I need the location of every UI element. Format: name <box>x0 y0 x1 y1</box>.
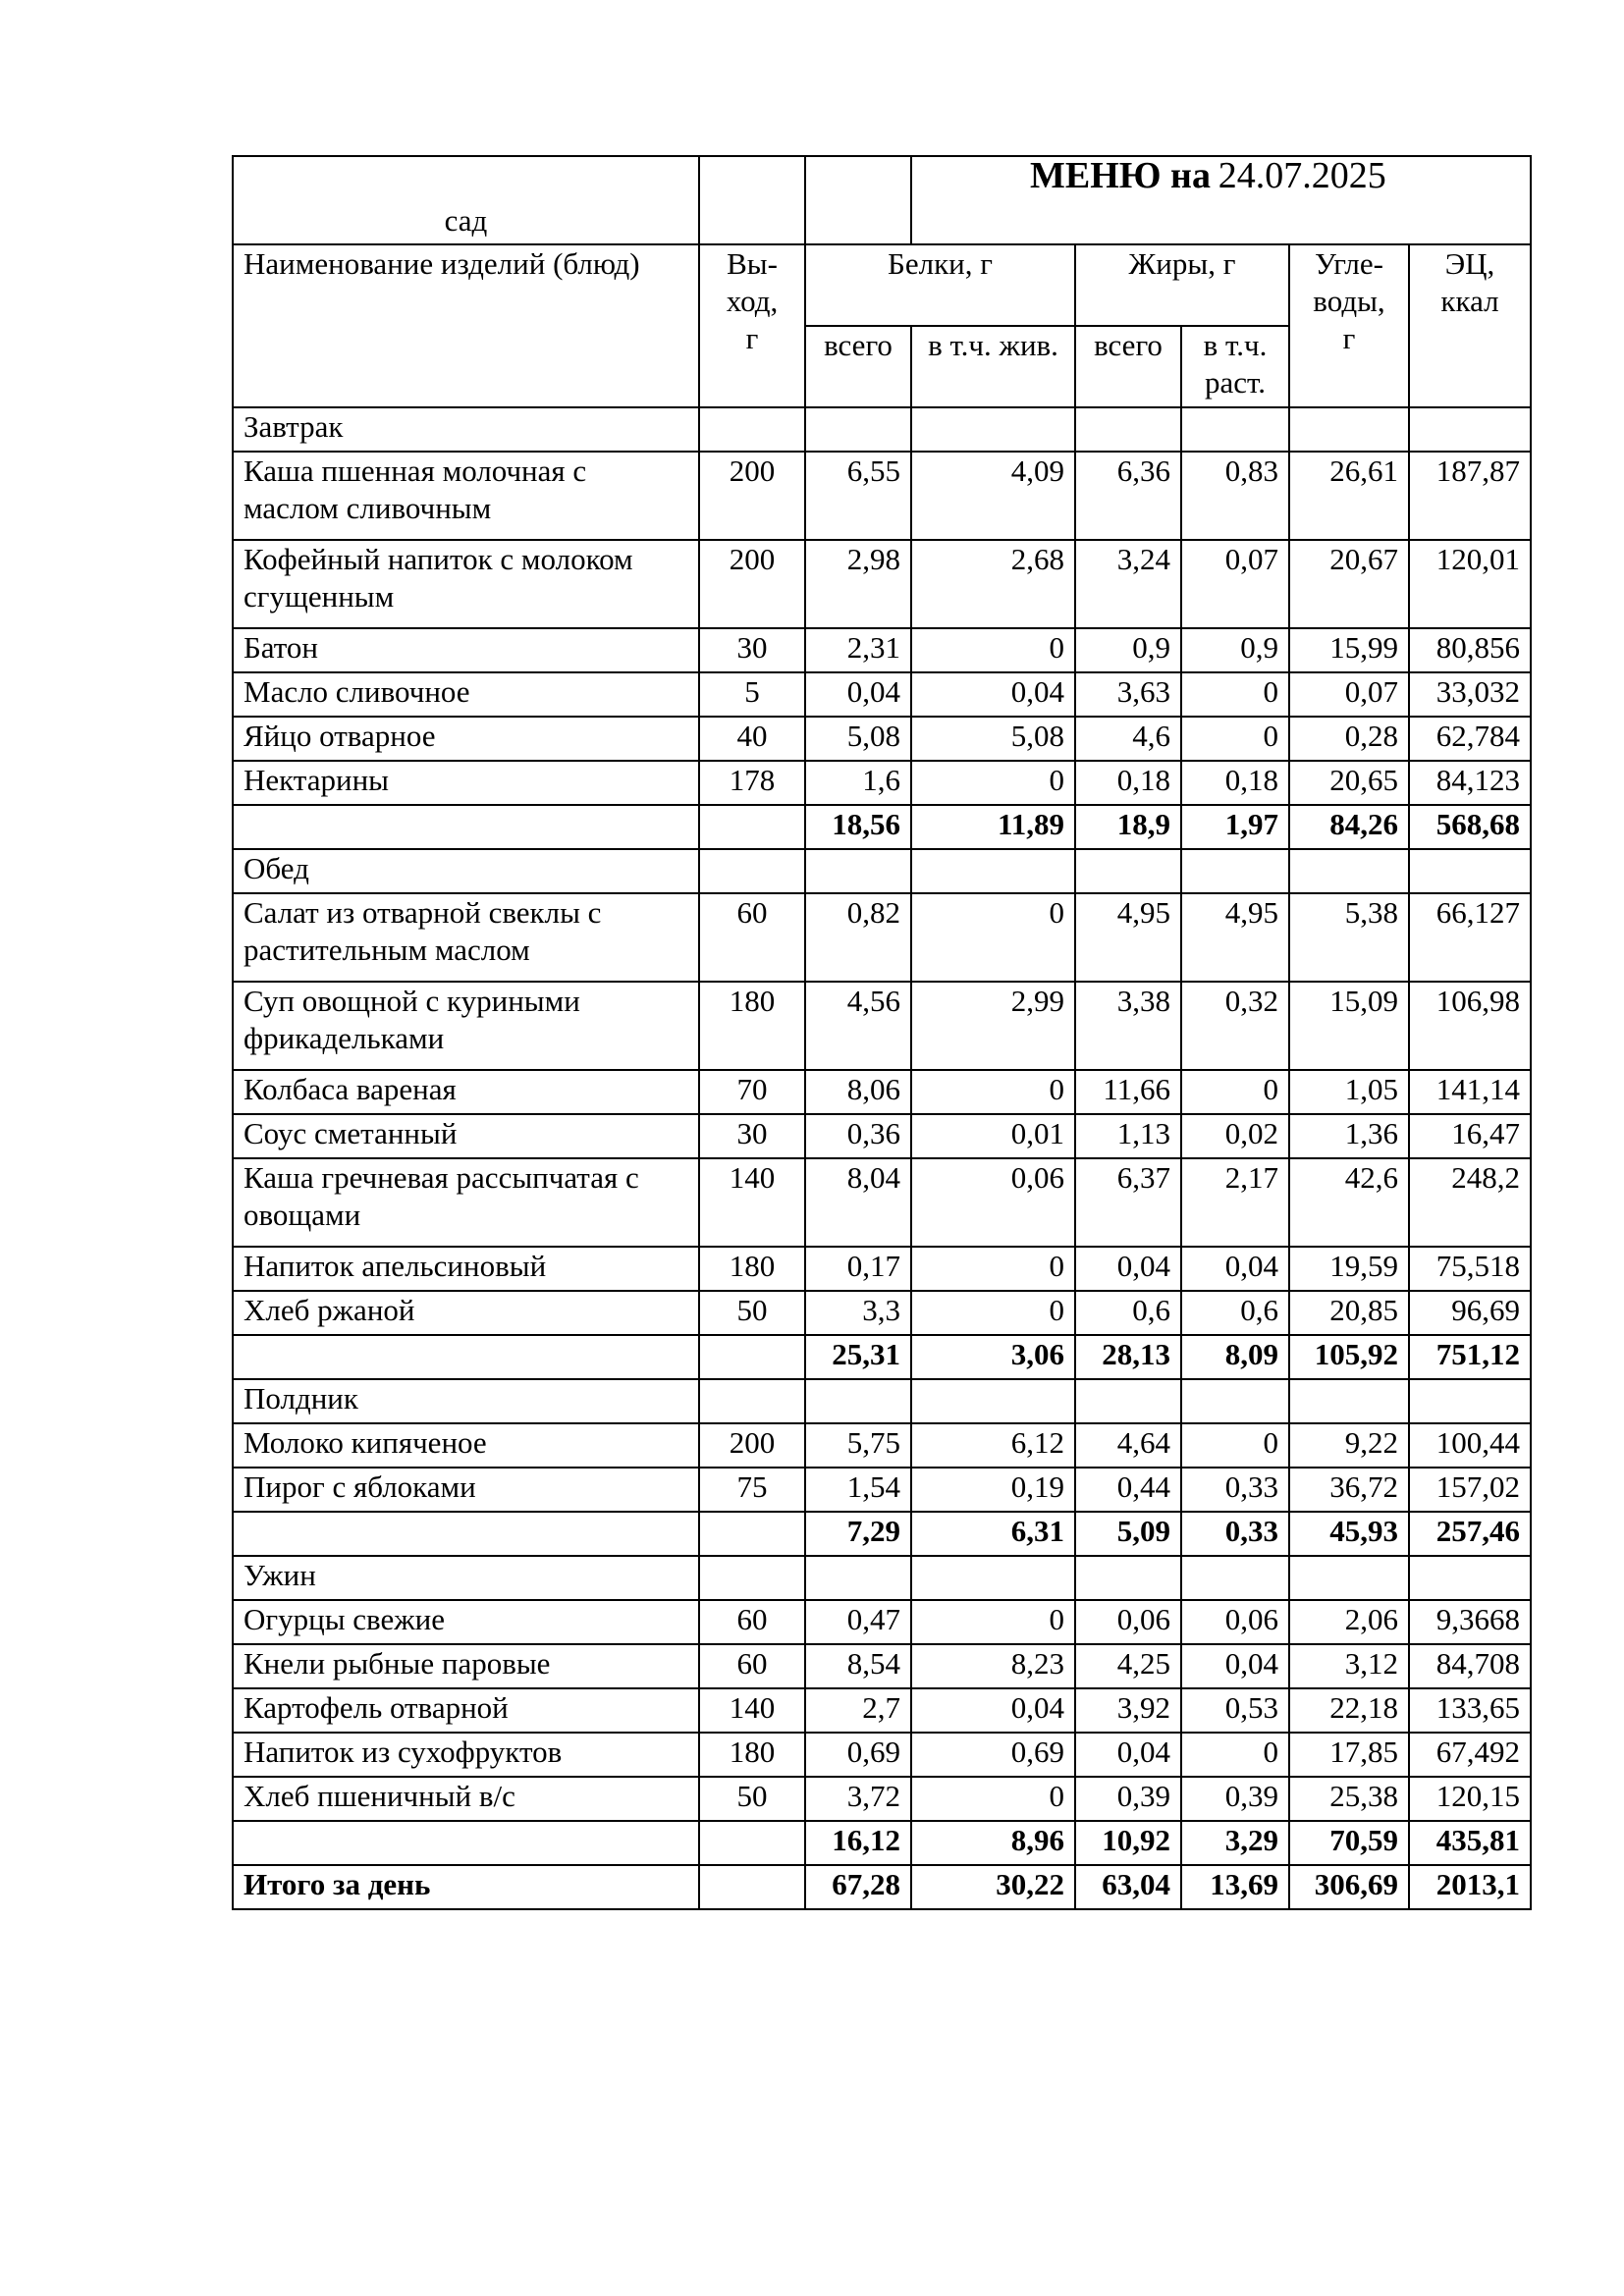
dish-name: Суп овощной с куриными фрикадельками <box>233 982 699 1070</box>
dish-fp: 0,32 <box>1181 982 1289 1070</box>
dish-yield: 180 <box>699 1733 805 1777</box>
dish-e: 84,708 <box>1409 1644 1531 1688</box>
dish-pa: 8,23 <box>911 1644 1075 1688</box>
dish-yield: 178 <box>699 761 805 805</box>
table-row <box>233 1600 1531 1644</box>
empty-cell <box>1409 849 1531 893</box>
dish-f: 0,06 <box>1075 1600 1181 1644</box>
dish-fp: 0,33 <box>1181 1468 1289 1512</box>
dish-p: 8,06 <box>805 1070 911 1114</box>
dish-fp: 0,83 <box>1181 452 1289 540</box>
section-total-fp: 8,09 <box>1181 1335 1289 1379</box>
column-header-energy: ЭЦ, ккал <box>1409 244 1531 407</box>
dish-p: 1,6 <box>805 761 911 805</box>
section-total-fp: 0,33 <box>1181 1512 1289 1556</box>
table-row <box>233 893 1531 982</box>
dish-c: 42,6 <box>1289 1158 1409 1247</box>
section-total-fp: 3,29 <box>1181 1821 1289 1865</box>
dish-f: 4,64 <box>1075 1423 1181 1468</box>
dish-e: 248,2 <box>1409 1158 1531 1247</box>
dish-fp: 0,39 <box>1181 1777 1289 1821</box>
dish-name: Огурцы свежие <box>233 1600 699 1644</box>
dish-p: 3,3 <box>805 1291 911 1335</box>
dish-f: 3,38 <box>1075 982 1181 1070</box>
dish-p: 0,82 <box>805 893 911 982</box>
dish-fp: 0,07 <box>1181 540 1289 628</box>
dish-pa: 0,69 <box>911 1733 1075 1777</box>
dish-yield: 75 <box>699 1468 805 1512</box>
dish-yield: 40 <box>699 717 805 761</box>
empty-cell <box>1181 407 1289 452</box>
dish-pa: 0 <box>911 1600 1075 1644</box>
dish-c: 25,38 <box>1289 1777 1409 1821</box>
dish-c: 15,99 <box>1289 628 1409 672</box>
dish-name: Кофейный напиток с молоком сгущенным <box>233 540 699 628</box>
dish-fp: 4,95 <box>1181 893 1289 982</box>
dish-pa: 0,19 <box>911 1468 1075 1512</box>
column-header-proteins: Белки, г <box>805 244 1075 326</box>
empty-cell <box>805 407 911 452</box>
dish-pa: 0,04 <box>911 672 1075 717</box>
table-row <box>233 761 1531 805</box>
dish-name: Нектарины <box>233 761 699 805</box>
dish-p: 5,75 <box>805 1423 911 1468</box>
dish-name: Каша пшенная молочная с маслом сливочным <box>233 452 699 540</box>
dish-f: 0,6 <box>1075 1291 1181 1335</box>
column-header-carbs: Угле-воды, г <box>1289 244 1409 407</box>
dish-fp: 2,17 <box>1181 1158 1289 1247</box>
dish-f: 0,18 <box>1075 761 1181 805</box>
dish-c: 20,65 <box>1289 761 1409 805</box>
empty-cell <box>699 1865 805 1909</box>
dish-yield: 200 <box>699 452 805 540</box>
dish-name: Картофель отварной <box>233 1688 699 1733</box>
column-header-name: Наименование изделий (блюд) <box>233 244 699 407</box>
menu-table <box>232 155 1532 1910</box>
dish-pa: 0 <box>911 1247 1075 1291</box>
dish-pa: 0 <box>911 893 1075 982</box>
section-total-c: 45,93 <box>1289 1512 1409 1556</box>
empty-cell <box>233 1821 699 1865</box>
dish-pa: 0 <box>911 1777 1075 1821</box>
dish-fp: 0,6 <box>1181 1291 1289 1335</box>
empty-cell <box>911 1379 1075 1423</box>
empty-cell <box>699 1821 805 1865</box>
section-title: Завтрак <box>233 407 699 452</box>
dish-fp: 0 <box>1181 1733 1289 1777</box>
dish-name: Масло сливочное <box>233 672 699 717</box>
empty-cell <box>1409 1379 1531 1423</box>
table-row <box>233 1644 1531 1688</box>
dish-yield: 5 <box>699 672 805 717</box>
dish-c: 15,09 <box>1289 982 1409 1070</box>
dish-p: 2,31 <box>805 628 911 672</box>
column-header-proteins-total: всего <box>805 326 911 407</box>
dish-c: 0,07 <box>1289 672 1409 717</box>
empty-cell <box>233 1335 699 1379</box>
grand-total-e: 2013,1 <box>1409 1865 1531 1909</box>
dish-f: 3,24 <box>1075 540 1181 628</box>
dish-name: Напиток апельсиновый <box>233 1247 699 1291</box>
section-header-row <box>233 1379 1531 1423</box>
dish-f: 0,04 <box>1075 1247 1181 1291</box>
dish-f: 3,92 <box>1075 1688 1181 1733</box>
section-total-row <box>233 1335 1531 1379</box>
dish-name: Кнели рыбные паровые <box>233 1644 699 1688</box>
table-row <box>233 1688 1531 1733</box>
menu-title <box>911 156 1531 244</box>
dish-yield: 30 <box>699 1114 805 1158</box>
empty-cell <box>699 1379 805 1423</box>
section-total-p: 25,31 <box>805 1335 911 1379</box>
dish-f: 0,39 <box>1075 1777 1181 1821</box>
header-empty-cell <box>805 156 911 244</box>
dish-c: 5,38 <box>1289 893 1409 982</box>
grand-total-fp: 13,69 <box>1181 1865 1289 1909</box>
dish-fp: 0 <box>1181 1070 1289 1114</box>
dish-fp: 0,02 <box>1181 1114 1289 1158</box>
dish-name: Хлеб ржаной <box>233 1291 699 1335</box>
dish-yield: 60 <box>699 1600 805 1644</box>
table-row <box>233 628 1531 672</box>
section-total-p: 16,12 <box>805 1821 911 1865</box>
table-row <box>233 717 1531 761</box>
dish-name: Яйцо отварное <box>233 717 699 761</box>
dish-f: 4,25 <box>1075 1644 1181 1688</box>
dish-f: 1,13 <box>1075 1114 1181 1158</box>
dish-c: 1,36 <box>1289 1114 1409 1158</box>
empty-cell <box>911 407 1075 452</box>
dish-e: 33,032 <box>1409 672 1531 717</box>
table-row <box>233 1733 1531 1777</box>
empty-cell <box>805 849 911 893</box>
dish-f: 4,6 <box>1075 717 1181 761</box>
section-total-f: 18,9 <box>1075 805 1181 849</box>
dish-p: 8,54 <box>805 1644 911 1688</box>
dish-yield: 180 <box>699 982 805 1070</box>
section-total-c: 84,26 <box>1289 805 1409 849</box>
dish-p: 8,04 <box>805 1158 911 1247</box>
empty-cell <box>1289 407 1409 452</box>
table-row <box>233 1291 1531 1335</box>
dish-p: 0,47 <box>805 1600 911 1644</box>
dish-fp: 0 <box>1181 717 1289 761</box>
grand-total-p: 67,28 <box>805 1865 911 1909</box>
empty-cell <box>1181 1379 1289 1423</box>
table-row <box>233 672 1531 717</box>
dish-name: Молоко кипяченое <box>233 1423 699 1468</box>
dish-yield: 200 <box>699 540 805 628</box>
dish-name: Пирог с яблоками <box>233 1468 699 1512</box>
dish-e: 84,123 <box>1409 761 1531 805</box>
empty-cell <box>699 1512 805 1556</box>
dish-e: 157,02 <box>1409 1468 1531 1512</box>
column-header-fats: Жиры, г <box>1075 244 1289 326</box>
table-row <box>233 1423 1531 1468</box>
dish-e: 62,784 <box>1409 717 1531 761</box>
empty-cell <box>233 805 699 849</box>
section-total-e: 568,68 <box>1409 805 1531 849</box>
dish-pa: 0 <box>911 628 1075 672</box>
dish-yield: 200 <box>699 1423 805 1468</box>
section-title: Обед <box>233 849 699 893</box>
section-total-row <box>233 1821 1531 1865</box>
empty-cell <box>699 1556 805 1600</box>
dish-e: 96,69 <box>1409 1291 1531 1335</box>
dish-f: 4,95 <box>1075 893 1181 982</box>
dish-fp: 0,04 <box>1181 1247 1289 1291</box>
dish-e: 75,518 <box>1409 1247 1531 1291</box>
dish-name: Салат из отварной свеклы с растительным маслом <box>233 893 699 982</box>
table-row <box>233 1158 1531 1247</box>
dish-e: 187,87 <box>1409 452 1531 540</box>
section-total-pa: 8,96 <box>911 1821 1075 1865</box>
dish-fp: 0,53 <box>1181 1688 1289 1733</box>
empty-cell <box>1289 1556 1409 1600</box>
empty-cell <box>1075 849 1181 893</box>
dish-name: Хлеб пшеничный в/с <box>233 1777 699 1821</box>
column-header-fats-total: всего <box>1075 326 1181 407</box>
section-total-fp: 1,97 <box>1181 805 1289 849</box>
menu-title-date: 24.07.2025 <box>1218 156 1386 196</box>
dish-p: 0,36 <box>805 1114 911 1158</box>
dish-c: 1,05 <box>1289 1070 1409 1114</box>
section-total-f: 5,09 <box>1075 1512 1181 1556</box>
section-header-row <box>233 849 1531 893</box>
dish-pa: 5,08 <box>911 717 1075 761</box>
section-total-c: 70,59 <box>1289 1821 1409 1865</box>
dish-p: 0,69 <box>805 1733 911 1777</box>
dish-name: Каша гречневая рассыпчатая с овощами <box>233 1158 699 1247</box>
dish-name: Батон <box>233 628 699 672</box>
dish-p: 6,55 <box>805 452 911 540</box>
empty-cell <box>1075 1379 1181 1423</box>
section-header-row <box>233 407 1531 452</box>
empty-cell <box>1181 1556 1289 1600</box>
dish-pa: 0 <box>911 1070 1075 1114</box>
section-total-e: 751,12 <box>1409 1335 1531 1379</box>
menu-title-label: МЕНЮ на <box>1030 156 1211 196</box>
empty-cell <box>911 1556 1075 1600</box>
dish-yield: 140 <box>699 1158 805 1247</box>
section-total-row <box>233 805 1531 849</box>
column-header-fats-plant: в т.ч. раст. <box>1181 326 1289 407</box>
dish-name: Напиток из сухофруктов <box>233 1733 699 1777</box>
section-total-c: 105,92 <box>1289 1335 1409 1379</box>
table-row <box>233 1114 1531 1158</box>
dish-f: 0,9 <box>1075 628 1181 672</box>
dish-c: 20,67 <box>1289 540 1409 628</box>
dish-c: 3,12 <box>1289 1644 1409 1688</box>
grand-total-c: 306,69 <box>1289 1865 1409 1909</box>
table-row <box>233 452 1531 540</box>
dish-c: 36,72 <box>1289 1468 1409 1512</box>
empty-cell <box>1075 1556 1181 1600</box>
header-empty-cell <box>699 156 805 244</box>
dish-fp: 0,9 <box>1181 628 1289 672</box>
section-total-row <box>233 1512 1531 1556</box>
dish-name: Соус сметанный <box>233 1114 699 1158</box>
header-left-label: сад <box>233 156 699 244</box>
dish-pa: 2,99 <box>911 982 1075 1070</box>
dish-c: 17,85 <box>1289 1733 1409 1777</box>
table-row <box>233 1777 1531 1821</box>
dish-p: 2,7 <box>805 1688 911 1733</box>
dish-pa: 2,68 <box>911 540 1075 628</box>
table-row <box>233 982 1531 1070</box>
dish-yield: 30 <box>699 628 805 672</box>
section-title: Полдник <box>233 1379 699 1423</box>
empty-cell <box>1181 849 1289 893</box>
table-row <box>233 1070 1531 1114</box>
section-total-pa: 11,89 <box>911 805 1075 849</box>
dish-e: 9,3668 <box>1409 1600 1531 1644</box>
dish-e: 100,44 <box>1409 1423 1531 1468</box>
dish-e: 120,01 <box>1409 540 1531 628</box>
dish-c: 22,18 <box>1289 1688 1409 1733</box>
grand-total-pa: 30,22 <box>911 1865 1075 1909</box>
section-total-pa: 6,31 <box>911 1512 1075 1556</box>
dish-fp: 0 <box>1181 672 1289 717</box>
empty-cell <box>1289 1379 1409 1423</box>
empty-cell <box>805 1379 911 1423</box>
dish-e: 66,127 <box>1409 893 1531 982</box>
dish-fp: 0,06 <box>1181 1600 1289 1644</box>
grand-total-f: 63,04 <box>1075 1865 1181 1909</box>
empty-cell <box>699 849 805 893</box>
dish-yield: 60 <box>699 893 805 982</box>
section-total-p: 18,56 <box>805 805 911 849</box>
empty-cell <box>1409 407 1531 452</box>
empty-cell <box>1075 407 1181 452</box>
section-total-p: 7,29 <box>805 1512 911 1556</box>
dish-pa: 6,12 <box>911 1423 1075 1468</box>
empty-cell <box>699 805 805 849</box>
dish-e: 141,14 <box>1409 1070 1531 1114</box>
dish-c: 9,22 <box>1289 1423 1409 1468</box>
dish-yield: 140 <box>699 1688 805 1733</box>
empty-cell <box>911 849 1075 893</box>
dish-pa: 4,09 <box>911 452 1075 540</box>
dish-e: 16,47 <box>1409 1114 1531 1158</box>
dish-fp: 0,18 <box>1181 761 1289 805</box>
grand-total-label: Итого за день <box>233 1865 699 1909</box>
dish-yield: 70 <box>699 1070 805 1114</box>
dish-c: 2,06 <box>1289 1600 1409 1644</box>
dish-e: 133,65 <box>1409 1688 1531 1733</box>
grand-total-row <box>233 1865 1531 1909</box>
dish-p: 2,98 <box>805 540 911 628</box>
dish-f: 0,04 <box>1075 1733 1181 1777</box>
dish-f: 11,66 <box>1075 1070 1181 1114</box>
dish-fp: 0,04 <box>1181 1644 1289 1688</box>
empty-cell <box>699 1335 805 1379</box>
empty-cell <box>699 407 805 452</box>
section-total-pa: 3,06 <box>911 1335 1075 1379</box>
dish-f: 3,63 <box>1075 672 1181 717</box>
dish-p: 1,54 <box>805 1468 911 1512</box>
column-header-proteins-animal: в т.ч. жив. <box>911 326 1075 407</box>
dish-c: 26,61 <box>1289 452 1409 540</box>
dish-yield: 50 <box>699 1291 805 1335</box>
section-total-e: 435,81 <box>1409 1821 1531 1865</box>
section-total-e: 257,46 <box>1409 1512 1531 1556</box>
dish-e: 80,856 <box>1409 628 1531 672</box>
section-title: Ужин <box>233 1556 699 1600</box>
dish-p: 0,04 <box>805 672 911 717</box>
dish-p: 0,17 <box>805 1247 911 1291</box>
dish-f: 0,44 <box>1075 1468 1181 1512</box>
dish-e: 120,15 <box>1409 1777 1531 1821</box>
dish-pa: 0,06 <box>911 1158 1075 1247</box>
dish-c: 0,28 <box>1289 717 1409 761</box>
dish-p: 5,08 <box>805 717 911 761</box>
dish-pa: 0,04 <box>911 1688 1075 1733</box>
dish-yield: 60 <box>699 1644 805 1688</box>
section-total-f: 10,92 <box>1075 1821 1181 1865</box>
empty-cell <box>805 1556 911 1600</box>
table-row <box>233 1247 1531 1291</box>
dish-pa: 0 <box>911 761 1075 805</box>
column-header-yield: Вы-ход, г <box>699 244 805 407</box>
empty-cell <box>1289 849 1409 893</box>
dish-p: 4,56 <box>805 982 911 1070</box>
empty-cell <box>233 1512 699 1556</box>
dish-f: 6,36 <box>1075 452 1181 540</box>
section-header-row <box>233 1556 1531 1600</box>
dish-c: 19,59 <box>1289 1247 1409 1291</box>
table-row <box>233 540 1531 628</box>
empty-cell <box>1409 1556 1531 1600</box>
dish-e: 67,492 <box>1409 1733 1531 1777</box>
dish-f: 6,37 <box>1075 1158 1181 1247</box>
dish-e: 106,98 <box>1409 982 1531 1070</box>
dish-name: Колбаса вареная <box>233 1070 699 1114</box>
dish-pa: 0,01 <box>911 1114 1075 1158</box>
dish-yield: 50 <box>699 1777 805 1821</box>
dish-c: 20,85 <box>1289 1291 1409 1335</box>
dish-fp: 0 <box>1181 1423 1289 1468</box>
table-row <box>233 1468 1531 1512</box>
section-total-f: 28,13 <box>1075 1335 1181 1379</box>
dish-yield: 180 <box>699 1247 805 1291</box>
dish-pa: 0 <box>911 1291 1075 1335</box>
dish-p: 3,72 <box>805 1777 911 1821</box>
